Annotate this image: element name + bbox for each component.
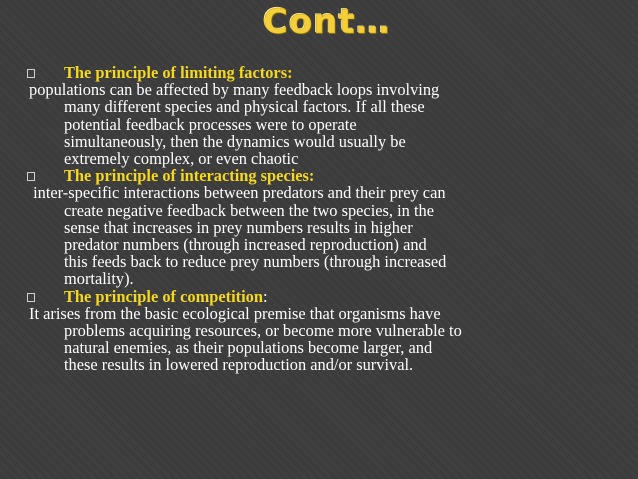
section-heading-competition [31, 288, 601, 305]
section-heading-limiting-factors [31, 64, 601, 81]
paragraph-line: mortality). [64, 269, 134, 289]
paragraph-line: potential feedback processes were to operate [64, 114, 357, 134]
paragraph-line: extremely complex, or even chaotic [64, 149, 299, 169]
title-bar [0, 0, 638, 60]
heading-text: The principle of competition [64, 286, 263, 306]
paragraph-line: sense that increases in prey numbers results in higher [64, 217, 413, 237]
heading-suffix: : [262, 286, 268, 306]
paragraph-line: simultaneously, then the dynamics would usually be [64, 131, 406, 151]
paragraph-line: this feeds back to reduce prey numbers (through increased [64, 252, 447, 272]
paragraph-competition [29, 303, 601, 375]
bullet-icon [27, 293, 35, 302]
paragraph-line: problems acquiring resources, or become more vulnerable to [64, 321, 462, 341]
bullet-icon [27, 69, 35, 78]
section-heading-interacting-species [31, 167, 601, 184]
paragraph-line: many different species and physical factors. If all these [64, 97, 425, 117]
paragraph-line: these results in lowered reproduction and/or survival. [64, 355, 414, 375]
bullet-icon [27, 172, 35, 181]
paragraph-line: It arises from the basic ecological premise that organisms have [29, 303, 441, 323]
paragraph-line: natural enemies, as their populations become larger, and [64, 338, 433, 358]
slide-body [31, 64, 601, 374]
paragraph-interacting-species [29, 183, 601, 289]
paragraph-line: predator numbers (through increased reproduction) and [64, 235, 427, 255]
paragraph-line: inter-specific interactions between predators and their prey can [29, 183, 446, 203]
heading-text: The principle of limiting factors: [64, 63, 293, 82]
paragraph-line: populations can be affected by many feedback loops involving [29, 80, 440, 100]
slide-title: Cont… [263, 2, 391, 42]
paragraph-limiting-factors [29, 80, 601, 169]
paragraph-line: create negative feedback between the two species, in the [64, 200, 434, 220]
heading-text: The principle of interacting species: [64, 166, 315, 186]
